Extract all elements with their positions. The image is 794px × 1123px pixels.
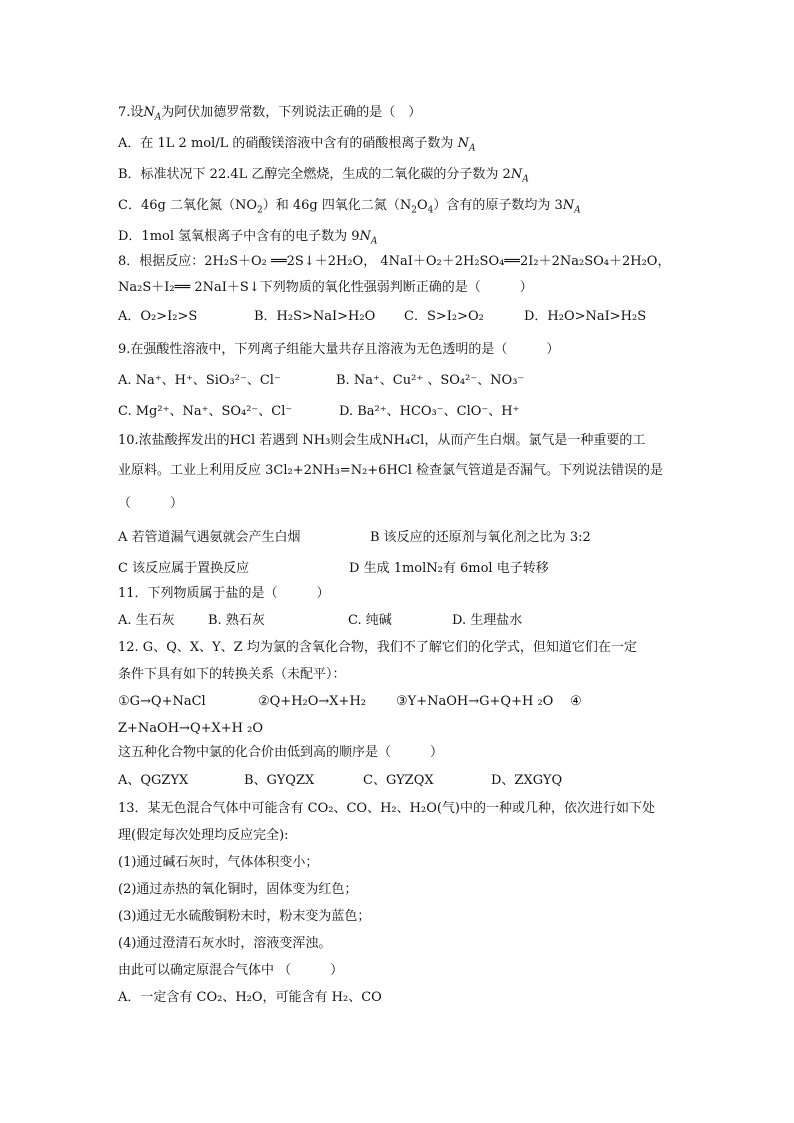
q7-option-d-text: D．1mol 氢氧根离子中含有的电子数为 9 bbox=[118, 229, 360, 244]
q13-step-4: (4)通过澄清石灰水时，溶液变浑浊。 bbox=[118, 936, 332, 951]
q12-stem-line1: 12. G、Q、X、Y、Z 均为氯的含氧化合物，我们不了解它们的化学式，但知道它们在一定 bbox=[118, 640, 637, 655]
q12-option-b: B、GYQZX bbox=[244, 773, 315, 788]
avogadro-sub: A bbox=[370, 236, 378, 247]
q11-stem: 11．下列物质属于盐的是（ ） bbox=[118, 586, 330, 601]
avogadro-sub: A bbox=[574, 205, 581, 216]
q11-option-c: C. 纯碱 bbox=[348, 613, 392, 628]
q11-option-b: B. 熟石灰 bbox=[208, 613, 265, 628]
q13-step-3: (3)通过无水硫酸铜粉末时，粉末变为蓝色； bbox=[118, 909, 371, 924]
q7-option-d bbox=[118, 228, 377, 246]
q12-reaction-1: ①G→Q+NaCl bbox=[118, 694, 206, 709]
q12-reaction-3: ③Y+NaOH→G+Q+H ₂O bbox=[396, 694, 554, 709]
q7-option-c-text: O bbox=[416, 198, 428, 213]
q7-option-c bbox=[118, 197, 581, 215]
subscript: 2 bbox=[411, 205, 417, 216]
q7-option-a-text: A．在 1L 2 mol/L 的硝酸镁溶液中含有的硝酸根离子数为 bbox=[118, 136, 458, 151]
q10-option-a: A 若管道漏气遇氨就会产生白烟 bbox=[118, 530, 301, 545]
q9-option-d: D. Ba²⁺、HCO₃⁻、ClO⁻、H⁺ bbox=[339, 404, 520, 419]
q8-stem-line2: Na₂S＋I₂══ 2NaI＋S↓下列物质的氧化性强弱判断正确的是（ ） bbox=[118, 280, 533, 295]
q12-reaction-2: ②Q+H₂O→X+H₂ bbox=[258, 694, 366, 709]
q13-stem-line2: 理(假定每次处理均反应完全): bbox=[118, 828, 289, 843]
q8-stem-line1: 8．根据反应：2H₂S＋O₂ ══2S↓＋2H₂O， 4NaI＋O₂＋2H₂SO₄══2I₂＋2Na₂SO₄＋2H₂O， bbox=[118, 254, 671, 269]
q13-option-a: A．一定含有 CO₂、H₂O，可能含有 H₂、CO bbox=[118, 990, 382, 1005]
q9-option-a: A. Na⁺、H⁺、SiO₃²⁻、Cl⁻ bbox=[118, 373, 281, 388]
q12-option-d: D、ZXGYQ bbox=[491, 773, 563, 788]
subscript: 2 bbox=[256, 205, 263, 216]
q10-option-c: C 该反应属于置换反应 bbox=[118, 561, 250, 576]
avogadro-sub: A bbox=[522, 174, 529, 185]
q7-option-c-text: C．46g 二氧化氮（NO bbox=[118, 198, 257, 213]
q8-option-a: A．O₂>I₂>S bbox=[118, 309, 198, 324]
avogadro-symbol: N bbox=[457, 136, 469, 151]
q12-question: 这五种化合物中氯的化合价由低到高的顺序是（ ） bbox=[118, 745, 444, 760]
q13-step-2: (2)通过赤热的氧化铜时，固体变为红色； bbox=[118, 882, 358, 897]
q9-option-c: C. Mg²⁺、Na⁺、SO₄²⁻、Cl⁻ bbox=[118, 404, 293, 419]
q13-step-1: (1)通过碱石灰时，气体体积变小； bbox=[118, 855, 319, 870]
q7-stem-suffix: 为阿伏加德罗常数，下列说法正确的是（ ） bbox=[161, 105, 422, 120]
q12-reaction-4: Z+NaOH→Q+X+H ₂O bbox=[118, 721, 263, 736]
q9-option-b: B. Na⁺、Cu²⁺ 、SO₄²⁻、NO₃⁻ bbox=[336, 373, 525, 388]
q7-stem bbox=[118, 104, 421, 122]
q10-stem-line2: 业原料。工业上利用反应 3Cl₂+2NH₃=N₂+6HCl 检查氯气管道是否漏气。下列说法错误的是 bbox=[118, 463, 664, 478]
avogadro-sub: A bbox=[154, 112, 162, 123]
q8-option-b: B．H₂S>NaI>H₂O bbox=[254, 309, 376, 324]
avogadro-symbol: N bbox=[359, 229, 371, 244]
avogadro-symbol: N bbox=[510, 167, 523, 182]
q11-option-d: D. 生理盐水 bbox=[452, 613, 523, 628]
q7-option-b bbox=[118, 166, 529, 184]
q12-stem-line2: 条件下具有如下的转换关系（未配平）： bbox=[118, 667, 346, 682]
avogadro-symbol: N bbox=[562, 198, 575, 213]
q8-option-c: C．S>I₂>O₂ bbox=[404, 309, 484, 324]
q10-stem-line1: 10.浓盐酸挥发出的HCl 若遇到 NH₃则会生成NH₄Cl，从而产生白烟。氯气是一种重要的工 bbox=[118, 433, 646, 448]
q7-option-a bbox=[118, 135, 475, 153]
subscript: 4 bbox=[427, 205, 434, 216]
avogadro-symbol: N bbox=[143, 105, 155, 120]
q10-option-d: D 生成 1molN₂有 6mol 电子转移 bbox=[349, 561, 549, 576]
q12-option-a: A、QGZYX bbox=[118, 773, 189, 788]
q7-stem-prefix: 7.设 bbox=[118, 105, 144, 120]
avogadro-sub: A bbox=[468, 143, 476, 154]
q13-stem-line1: 13．某无色混合气体中可能含有 CO₂、CO、H₂、H₂O(气)中的一种或几种，依次进行如下处 bbox=[118, 801, 655, 816]
q9-stem: 9.在强酸性溶液中，下列离子组能大量共存且溶液为无色透明的是（ ） bbox=[118, 342, 560, 357]
q12-reaction-4-marker: ④ bbox=[570, 694, 582, 709]
q7-option-c-text: ）和 46g 四氧化二氮（N bbox=[262, 198, 412, 213]
q7-option-c-text: ）含有的原子数均为 3 bbox=[433, 198, 563, 213]
q7-option-b-text: B．标准状况下 22.4L 乙醇完全燃烧，生成的二氧化碳的分子数为 2 bbox=[118, 167, 511, 182]
q13-question: 由此可以确定原混合气体中 （ ） bbox=[118, 963, 344, 978]
q12-option-c: C、GYZQX bbox=[363, 773, 434, 788]
q11-option-a: A. 生石灰 bbox=[118, 613, 175, 628]
q8-option-d: D．H₂O>NaI>H₂S bbox=[524, 309, 647, 324]
q10-option-b: B 该反应的还原剂与氧化剂之比为 3:2 bbox=[370, 530, 591, 545]
q10-stem-line3: （ ） bbox=[118, 496, 184, 511]
